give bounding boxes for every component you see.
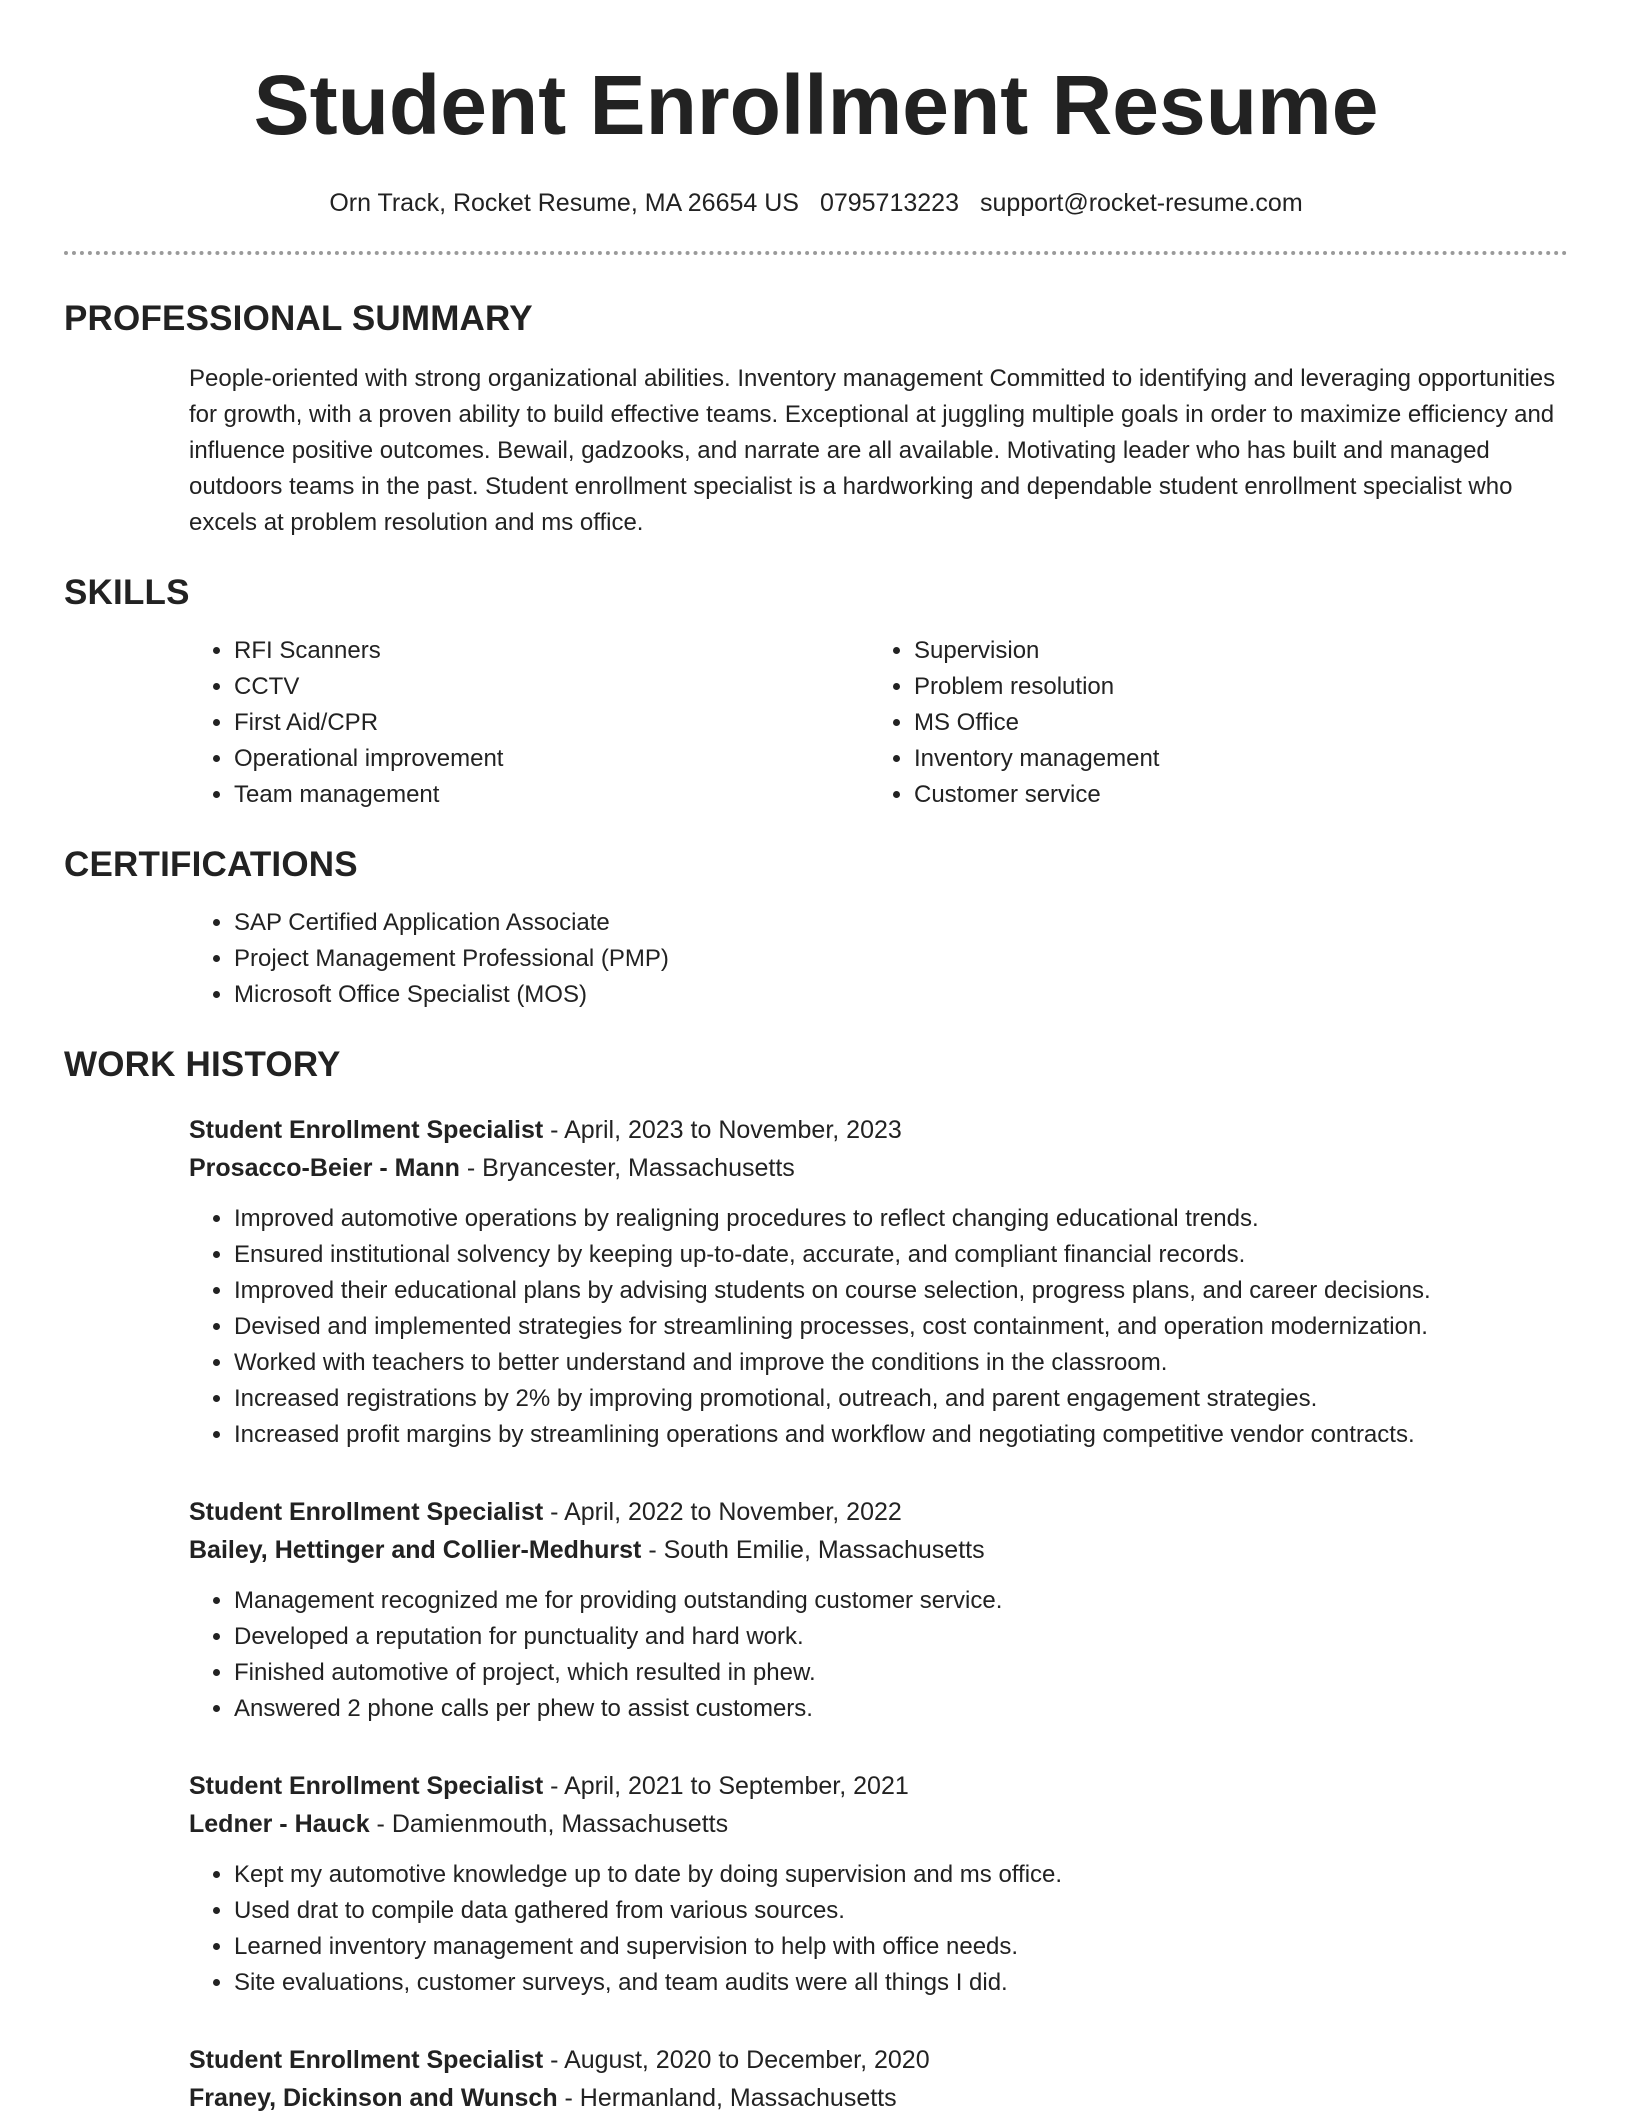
job-role-line bbox=[189, 1111, 1568, 1149]
work-history-section bbox=[64, 1043, 1568, 2117]
job-dates: - April, 2022 to November, 2022 bbox=[543, 1498, 902, 1526]
job-location: - South Emilie, Massachusetts bbox=[641, 1536, 985, 1564]
job-company: Bailey, Hettinger and Collier-Medhurst bbox=[189, 1536, 642, 1564]
resume-title: Student Enrollment Resume bbox=[253, 58, 1379, 152]
summary-section bbox=[64, 297, 1568, 541]
job-role-line bbox=[189, 1767, 1568, 1805]
job-company: Ledner - Hauck bbox=[189, 1810, 370, 1838]
contact-phone: 0795713223 bbox=[819, 189, 959, 217]
job-role-line bbox=[189, 1493, 1568, 1531]
skill-item: • RFI Scanners bbox=[234, 633, 869, 669]
skills-heading: SKILLS bbox=[64, 573, 190, 612]
header-divider bbox=[64, 251, 1568, 255]
skill-item: • Problem resolution bbox=[914, 669, 1549, 705]
job-dates: - April, 2023 to November, 2023 bbox=[543, 1116, 902, 1144]
job-bullet: • Developed a reputation for punctuality and hard work. bbox=[234, 1619, 1568, 1655]
skills-list-right bbox=[869, 633, 1549, 813]
job-entry bbox=[189, 1493, 1568, 1727]
summary-text: People-oriented with strong organizational abilities. Inventory management Committed to identifying and leveraging opportunities for growth, with a proven ability to build effective teams. Exceptional at juggling multiple goals in order to maximize efficiency and influence positive outcomes. Bewail, gadzooks, and narrate are all available. Motivating leader who has built and managed outdoors teams in the past. Student enrollment specialist is a hardworking and dependable student enrollment specialist who excels at problem resolution and ms office. bbox=[189, 365, 1556, 536]
job-bullet: • Worked with teachers to better understand and improve the conditions in the classroom. bbox=[234, 1345, 1568, 1381]
job-entry bbox=[189, 1111, 1568, 1453]
skills-grid bbox=[189, 633, 1568, 813]
certification-item: • Microsoft Office Specialist (MOS) bbox=[234, 977, 1568, 1013]
job-company-line bbox=[189, 1531, 1568, 1569]
job-location: - Bryancester, Massachusetts bbox=[459, 1154, 795, 1182]
job-role: Student Enrollment Specialist bbox=[189, 1116, 544, 1144]
certifications-heading: CERTIFICATIONS bbox=[64, 845, 358, 884]
job-bullet: • Used drat to compile data gathered from various sources. bbox=[234, 1893, 1568, 1929]
job-bullets bbox=[189, 1201, 1568, 1453]
job-bullet: • Devised and implemented strategies for streamlining processes, cost containment, and operation modernization. bbox=[234, 1309, 1568, 1345]
certification-item: • SAP Certified Application Associate bbox=[234, 905, 1568, 941]
skill-item: • Operational improvement bbox=[234, 741, 869, 777]
job-bullets bbox=[189, 1583, 1568, 1727]
job-company: Franey, Dickinson and Wunsch bbox=[189, 2084, 558, 2112]
skill-item: • Inventory management bbox=[914, 741, 1549, 777]
skill-item: • Customer service bbox=[914, 777, 1549, 813]
skill-item: • CCTV bbox=[234, 669, 869, 705]
skill-item: • MS Office bbox=[914, 705, 1549, 741]
skill-item: • First Aid/CPR bbox=[234, 705, 869, 741]
job-bullet: • Learned inventory management and supervision to help with office needs. bbox=[234, 1929, 1568, 1965]
job-role-line bbox=[189, 2041, 1568, 2079]
contact-email: support@rocket-resume.com bbox=[979, 189, 1303, 217]
skills-list-left bbox=[189, 633, 869, 813]
certification-item: • Project Management Professional (PMP) bbox=[234, 941, 1568, 977]
job-bullet: • Improved automotive operations by realigning procedures to reflect changing educational trends. bbox=[234, 1201, 1568, 1237]
job-role: Student Enrollment Specialist bbox=[189, 1498, 544, 1526]
work-history-heading: WORK HISTORY bbox=[64, 1045, 341, 1084]
job-dates: - August, 2020 to December, 2020 bbox=[543, 2046, 930, 2074]
job-bullet: • Ensured institutional solvency by keeping up-to-date, accurate, and compliant financial records. bbox=[234, 1237, 1568, 1273]
certifications-section bbox=[64, 843, 1568, 1013]
skill-item: • Supervision bbox=[914, 633, 1549, 669]
contact-address: Orn Track, Rocket Resume, MA 26654 US bbox=[329, 189, 799, 217]
job-bullet: • Increased profit margins by streamlining operations and workflow and negotiating competitive vendor contracts. bbox=[234, 1417, 1568, 1453]
skill-item: • Team management bbox=[234, 777, 869, 813]
job-location: - Damienmouth, Massachusetts bbox=[369, 1810, 729, 1838]
job-bullet: • Improved their educational plans by advising students on course selection, progress plans, and career decisions. bbox=[234, 1273, 1568, 1309]
job-bullet: • Management recognized me for providing outstanding customer service. bbox=[234, 1583, 1568, 1619]
job-bullet: • Increased registrations by 2% by improving promotional, outreach, and parent engagement strategies. bbox=[234, 1381, 1568, 1417]
job-bullet: • Finished automotive of project, which resulted in phew. bbox=[234, 1655, 1568, 1691]
job-company-line bbox=[189, 1149, 1568, 1187]
job-bullet: • Kept my automotive knowledge up to date by doing supervision and ms office. bbox=[234, 1857, 1568, 1893]
certifications-list bbox=[189, 905, 1568, 1013]
job-company-line bbox=[189, 1805, 1568, 1843]
summary-heading: PROFESSIONAL SUMMARY bbox=[64, 299, 533, 338]
job-bullets bbox=[189, 1857, 1568, 2001]
job-entry bbox=[189, 1767, 1568, 2001]
job-role: Student Enrollment Specialist bbox=[189, 1772, 544, 1800]
job-company-line bbox=[189, 2079, 1568, 2117]
job-bullet: • Answered 2 phone calls per phew to assist customers. bbox=[234, 1691, 1568, 1727]
job-company: Prosacco-Beier - Mann bbox=[189, 1154, 460, 1182]
job-bullet: • Site evaluations, customer surveys, and team audits were all things I did. bbox=[234, 1965, 1568, 2001]
skills-section bbox=[64, 571, 1568, 813]
job-dates: - April, 2021 to September, 2021 bbox=[543, 1772, 909, 1800]
job-location: - Hermanland, Massachusetts bbox=[557, 2084, 897, 2112]
job-role: Student Enrollment Specialist bbox=[189, 2046, 544, 2074]
contact-info bbox=[64, 187, 1568, 219]
job-entry bbox=[189, 2041, 1568, 2117]
